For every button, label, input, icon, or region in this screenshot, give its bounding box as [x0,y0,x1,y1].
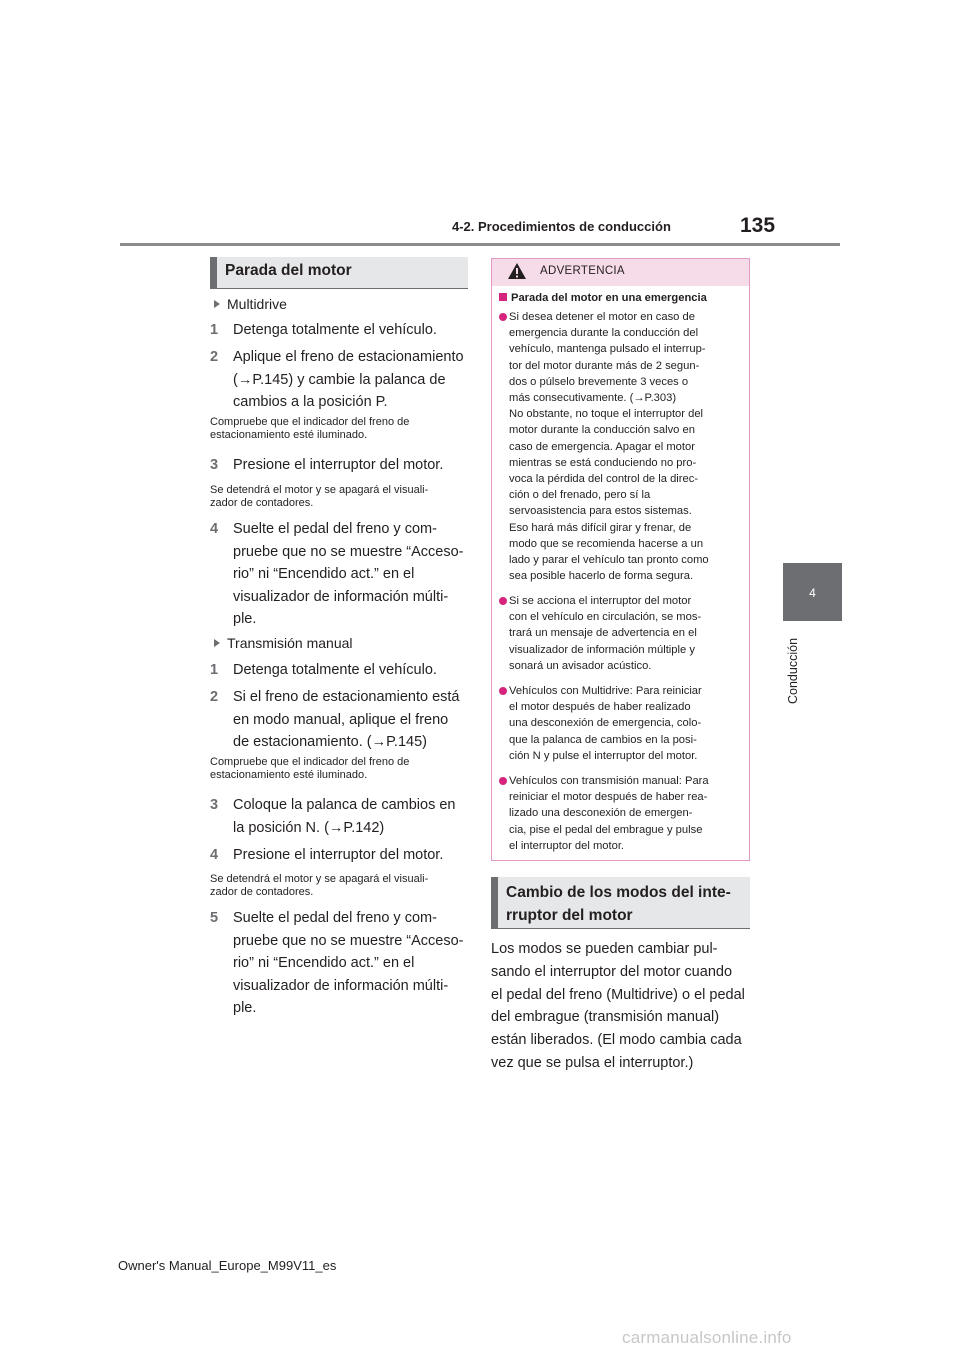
warning-line: ción o del frenado, pero sí la [509,489,651,502]
warning-line: Si se acciona el interruptor del motor [509,595,692,607]
paragraph-line: están liberados. (El modo cambia cada [491,1032,742,1049]
warning-line: cia, pise el pedal del embrague y pulse [509,823,703,836]
warning-line: No obstante, no toque el interruptor del [509,408,704,421]
step-number: 1 [210,322,219,338]
step-line: en modo manual, aplique el freno [233,711,449,728]
step-number: 2 [210,689,219,705]
chapter-label-wrap [780,632,810,712]
bullet-label: Multidrive [227,296,287,312]
warning-title: ADVERTENCIA [540,265,625,277]
step-line: la posición N. (→P.142) [233,819,385,836]
paragraph-line: sando el interruptor del motor cuando [491,963,733,980]
step-line: Presione el interruptor del motor. [233,457,444,473]
warning-line: trará un mensaje de advertencia en el [509,627,697,640]
bullet-label: Transmisión manual [227,635,353,651]
step-line: Coloque la palanca de cambios en [233,797,456,813]
heading-parada-motor [210,257,468,289]
warning-line: lado y parar el vehículo tan pronto como [509,554,709,567]
note-line: Compruebe que el indicador del freno de [210,416,410,428]
step-line: (→P.145) y cambie la palanca de [233,371,446,388]
warning-line: visualizador de información múltiple y [509,643,695,656]
warning-line: vehículo, mantenga pulsado el interrup- [509,343,706,356]
step-line: visualizador de información múlti- [233,588,449,605]
body-paragraph [491,938,753,1075]
circle-bullet-icon [499,777,507,785]
step-number: 3 [210,797,219,813]
note-text [210,416,468,442]
heading-text: Parada del motor [225,262,352,279]
triangle-bullet-icon [214,639,220,647]
warning-line: motor durante la conducción salvo en [509,424,695,437]
bullet-multidrive [210,296,468,312]
step-number: 4 [210,847,219,863]
note-text [210,484,468,510]
step-line: cambios a la posición P. [233,394,388,410]
warning-line: sonará un avisador acústico. [509,659,652,672]
warning-line: Vehículos con Multidrive: Para reiniciar [509,685,702,697]
page-number: 135 [740,214,776,237]
paragraph-line: Los modos se pueden cambiar pul- [491,941,718,957]
warning-line: emergencia durante la conducción del [509,327,699,340]
paragraph-line: vez que se pulsa el interruptor.) [491,1054,694,1071]
step-line: rio” ni “Encendido act.” en el [233,955,415,971]
step-line: Suelte el pedal del freno y com- [233,521,437,537]
circle-bullet-icon [499,313,507,321]
paragraph-line: el pedal del freno (Multidrive) o el pedal [491,986,745,1003]
note-line: estacionamiento esté iluminado. [210,429,368,441]
step-line: visualizador de información múlti- [233,977,449,994]
watermark-text: carmanualsonline.info [622,1328,792,1347]
warning-line: Vehículos con transmisión manual: Para [509,775,709,787]
warning-line: modo que se recomienda hacerse a un [509,537,704,550]
warning-triangle-icon [507,262,527,280]
circle-bullet-icon [499,687,507,695]
step-number: 2 [210,349,219,365]
paragraph-line: del embrague (transmisión manual) [491,1009,720,1026]
step-line: ple. [233,611,257,627]
step-line: rio” ni “Encendido act.” en el [233,566,415,582]
step-number: 1 [210,662,219,678]
chapter-number: 4 [809,586,816,600]
warning-line: sea posible hacerlo de forma segura. [509,570,694,583]
step-line: de estacionamiento. (→P.145) [233,734,427,750]
warning-line: reiniciar el motor después de haber rea- [509,791,708,804]
bullet-manual [210,635,468,651]
step-line: Suelte el pedal del freno y com- [233,910,437,926]
heading-line: Cambio de los modos del inte- [506,884,731,901]
square-bullet-icon [499,293,507,301]
warning-line: con el vehículo en circulación, se mos- [509,611,702,624]
warning-line: tor del motor durante más de 2 segun- [509,359,700,372]
step-number: 3 [210,457,219,473]
step-line: pruebe que no se muestre “Acceso- [233,543,464,560]
step-line: Presione el interruptor del motor. [233,847,444,863]
warning-line: el interruptor del motor. [509,839,625,852]
warning-line: dos o púlselo brevemente 3 veces o [509,375,689,388]
section-title: 4-2. Procedimientos de conducción [452,219,671,234]
step-line: ple. [233,1000,257,1016]
warning-line: el motor después de haber realizado [509,701,691,714]
footer-manual-id: Owner's Manual_Europe_M99V11_es [118,1258,337,1273]
warning-line: voca la pérdida del control de la direc- [509,473,699,486]
step-line: Si el freno de estacionamiento está [233,689,460,705]
warning-subtitle-text: Parada del motor en una emergencia [511,292,707,304]
warning-line: mientras se está conduciendo no pro- [509,456,697,469]
note-line: zador de contadores. [210,886,314,898]
note-line: Se detendrá el motor y se apagará el visuali- [210,484,429,496]
warning-line: caso de emergencia. Apagar el motor [509,440,695,453]
warning-line: que la palanca de cambios en la posi- [509,733,697,746]
heading-cambio-modos [491,877,750,929]
warning-line: más consecutivamente. (→P.303) [509,392,677,405]
triangle-bullet-icon [214,300,220,308]
note-line: zador de contadores. [210,497,314,509]
circle-bullet-icon [499,597,507,605]
warning-line: Si desea detener el motor en caso de [509,311,695,323]
chapter-label: Conducción [786,637,800,704]
header-rule [120,243,840,246]
note-line: Compruebe que el indicador del freno de [210,756,410,768]
warning-line: lizado una desconexión de emergen- [509,807,693,820]
warning-line: ción N y pulse el interruptor del motor. [509,749,698,762]
note-line: Se detendrá el motor y se apagará el visuali- [210,873,429,885]
warning-line: Eso hará más difícil girar y frenar, de [509,521,692,534]
note-text [210,756,468,782]
warning-subtitle [499,292,744,304]
step-line: Detenga totalmente el vehículo. [233,662,437,678]
step-line: Detenga totalmente el vehículo. [233,322,437,338]
warning-line: una desconexión de emergencia, colo- [509,717,702,730]
warning-line: servoasistencia para estos sistemas. [509,505,692,518]
step-line: Aplique el freno de estacionamiento [233,349,464,365]
note-text [210,873,468,899]
heading-line: rruptor del motor [506,907,633,924]
step-number: 4 [210,521,219,537]
step-line: pruebe que no se muestre “Acceso- [233,932,464,949]
note-line: estacionamiento esté iluminado. [210,769,368,781]
step-number: 5 [210,910,219,926]
